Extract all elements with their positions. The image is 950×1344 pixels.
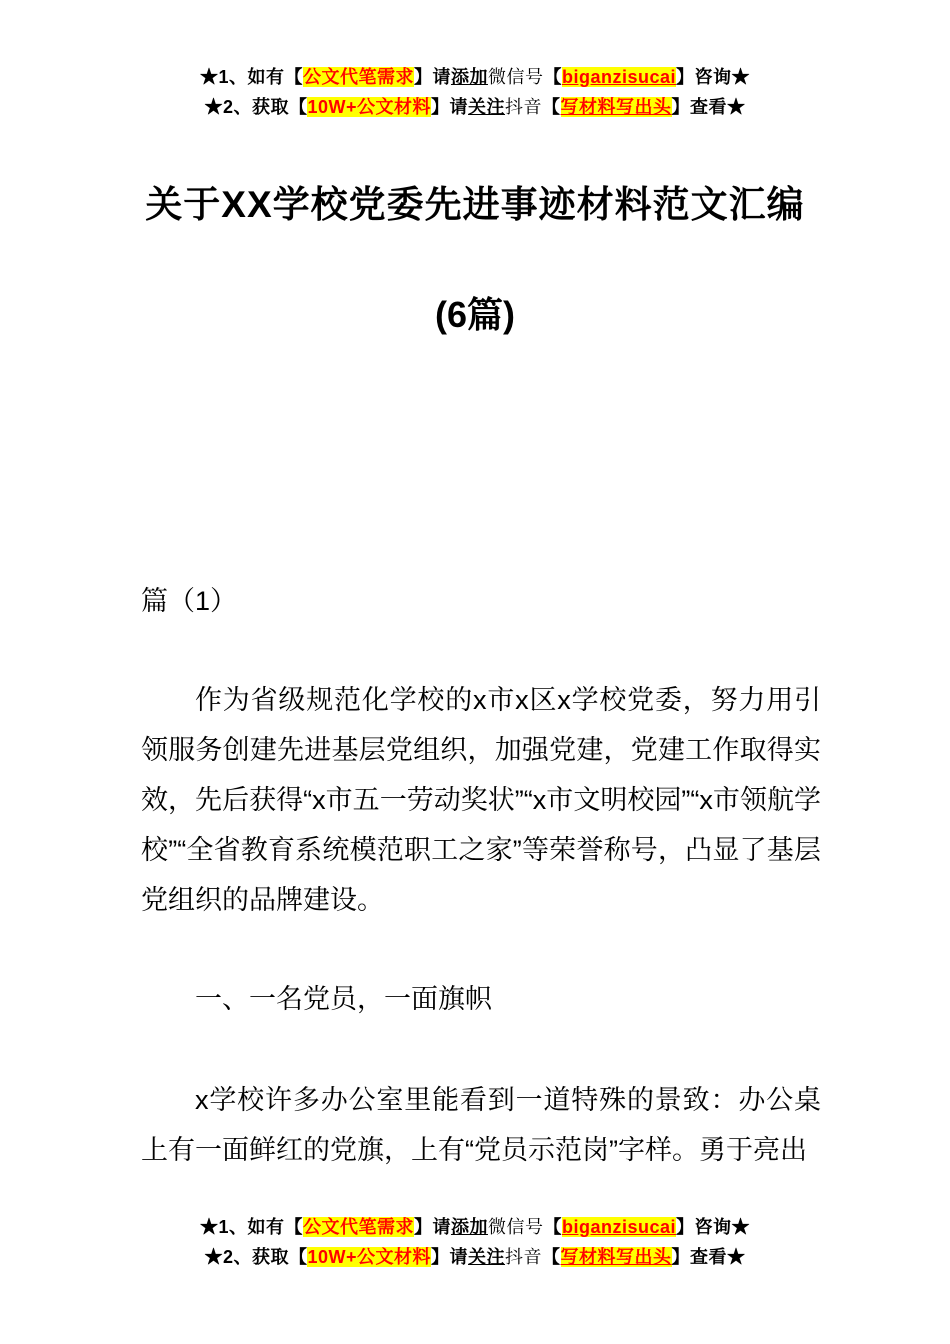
promo-text: 】请 bbox=[413, 1217, 451, 1237]
promo-douyin-id: 写材料写出头 bbox=[560, 97, 672, 117]
promo-banner-top bbox=[0, 62, 950, 122]
promo-text-wechat: 微信号 bbox=[487, 67, 544, 87]
promo-text: 】请 bbox=[431, 1247, 469, 1267]
promo-wechat-id: biganzisucai bbox=[561, 1217, 677, 1237]
promo-highlight-materials: 10W+公文材料 bbox=[307, 1247, 432, 1267]
section-label: 篇（1） bbox=[141, 586, 238, 616]
promo-banner-bottom bbox=[0, 1212, 950, 1272]
promo-highlight-writing-service: 公文代笔需求 bbox=[302, 1217, 414, 1237]
promo-text: 】查看★ bbox=[671, 1247, 746, 1267]
document-subtitle: (6篇) bbox=[435, 294, 515, 335]
promo-highlight-materials: 10W+公文材料 bbox=[307, 97, 432, 117]
promo-underline-follow: 关注 bbox=[468, 97, 506, 117]
promo-text-douyin: 抖音 bbox=[505, 97, 543, 117]
promo-underline-add: 添加 bbox=[450, 67, 488, 87]
promo-wechat-id: biganzisucai bbox=[561, 67, 677, 87]
promo-highlight-writing-service: 公文代笔需求 bbox=[302, 67, 414, 87]
promo-underline-add: 添加 bbox=[450, 1217, 488, 1237]
promo-text-douyin: 抖音 bbox=[505, 1247, 543, 1267]
promo-text: 【 bbox=[542, 1247, 561, 1267]
promo-text: 】请 bbox=[431, 97, 469, 117]
promo-text: 】查看★ bbox=[671, 97, 746, 117]
section-heading-1: 一、一名党员，一面旗帜 bbox=[195, 984, 492, 1014]
promo-text: 】咨询★ bbox=[676, 1217, 751, 1237]
promo-text: ★2、获取【 bbox=[204, 1247, 308, 1267]
promo-line-2 bbox=[0, 92, 950, 122]
promo-line-1 bbox=[0, 62, 950, 92]
body-paragraph-1: 作为省级规范化学校的x市x区x学校党委，努力用引领服务创建先进基层党组织，加强党建，党建工作取得实效，先后获得“x市五一劳动奖状”“x市文明校园”“x市领航学校”“全省教育系统模范职工之家”等荣誉称号，凸显了基层党组织的品牌建设。 bbox=[141, 685, 821, 915]
promo-text: 【 bbox=[543, 1217, 562, 1237]
promo-text-wechat: 微信号 bbox=[487, 1217, 544, 1237]
promo-line-1 bbox=[0, 1212, 950, 1242]
promo-text: 【 bbox=[543, 67, 562, 87]
promo-douyin-id: 写材料写出头 bbox=[560, 1247, 672, 1267]
promo-text: 】请 bbox=[413, 67, 451, 87]
promo-underline-follow: 关注 bbox=[468, 1247, 506, 1267]
promo-text: ★1、如有【 bbox=[199, 67, 303, 87]
page-title: 关于XX学校党委先进事迹材料范文汇编 bbox=[145, 183, 805, 225]
promo-text: 【 bbox=[542, 97, 561, 117]
promo-text: ★2、获取【 bbox=[204, 97, 308, 117]
promo-text: ★1、如有【 bbox=[199, 1217, 303, 1237]
promo-line-2 bbox=[0, 1242, 950, 1272]
body-paragraph-2: x学校许多办公室里能看到一道特殊的景致：办公桌上有一面鲜红的党旗，上有“党员示范岗”字样。勇于亮出 bbox=[141, 1085, 821, 1165]
promo-text: 】咨询★ bbox=[676, 67, 751, 87]
